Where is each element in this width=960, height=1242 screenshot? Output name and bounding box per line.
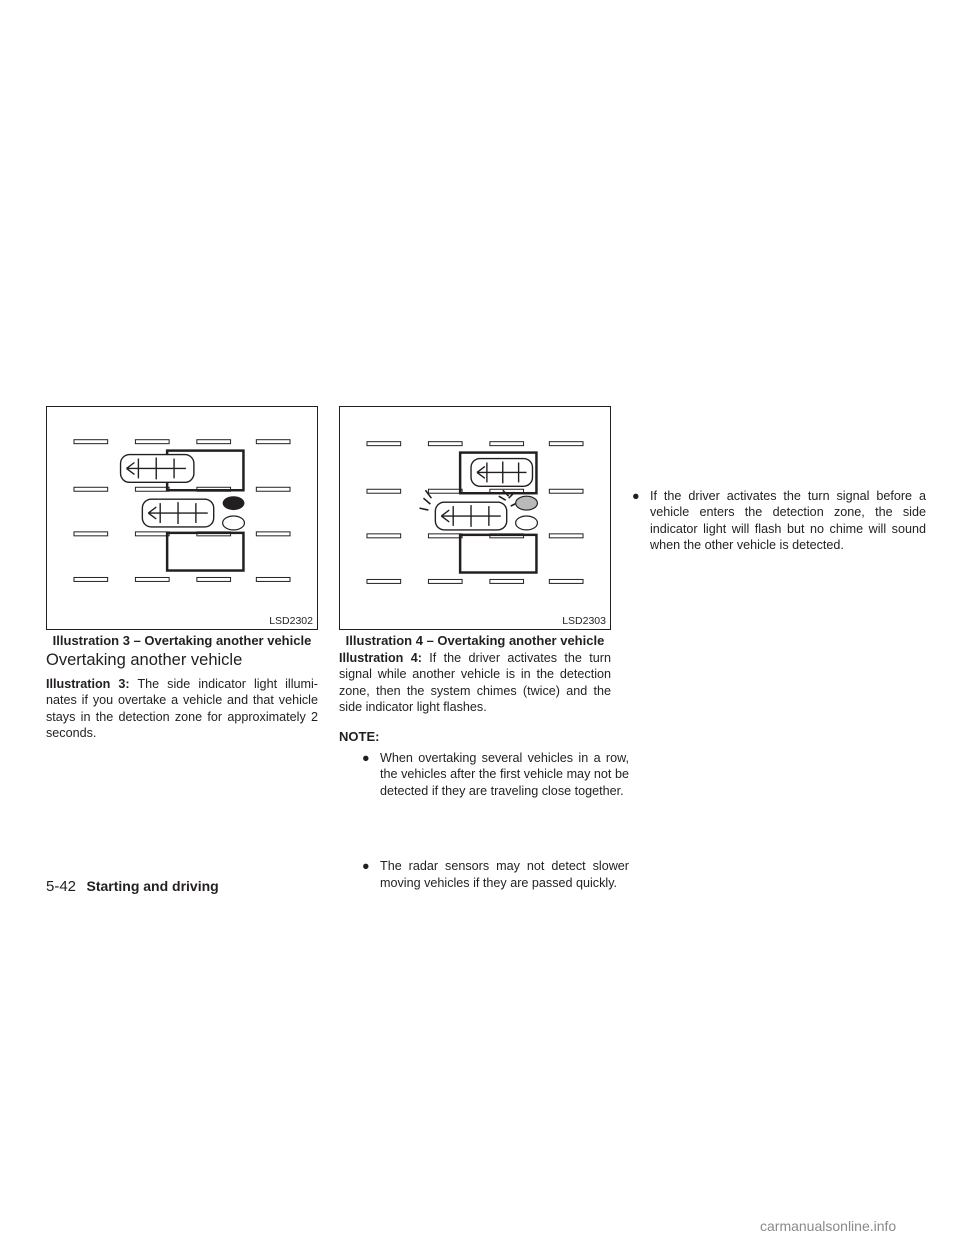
car-icon: [435, 502, 506, 530]
bullet-icon: ●: [632, 489, 640, 504]
illustration-4-label: Illustration 4:: [339, 651, 422, 665]
chapter-title: Starting and driving: [86, 878, 219, 894]
side-indicator-lit-icon: [223, 496, 245, 510]
illustration-3-label: Illustration 3:: [46, 677, 130, 691]
illustration-3-caption: Illustration 3 – Overtaking another vehicle: [52, 633, 312, 648]
page-footer: [46, 878, 219, 896]
side-indicator-off-icon: [516, 516, 538, 530]
section-heading: Overtaking another vehicle: [46, 651, 243, 669]
illustration-4-diagram: [340, 407, 610, 629]
note-bullet-1-text: When overtaking several vehicles in a row, the vehicles after the first vehicle may not be detected if they are traveling close together.: [380, 751, 629, 798]
note-bullet-1: [362, 750, 629, 799]
car-icon: [121, 455, 194, 483]
note-bullet-2: [362, 858, 629, 891]
illustration-4: [339, 406, 611, 630]
side-indicator-flashing-icon: [516, 496, 538, 510]
illustration-3-paragraph: [46, 676, 318, 742]
illustration-3-diagram: [47, 407, 317, 629]
illustration-4-text: If the driver activates the turn signal while another vehicle is in the detection zone, then the system chimes (twice) and the side indicator light flashes.: [339, 651, 611, 715]
illustration-3: [46, 406, 318, 630]
page-number: 5-42: [46, 878, 77, 895]
bullet-icon: ●: [362, 751, 370, 765]
side-indicator-off-icon: [223, 516, 245, 530]
car-icon: [142, 499, 213, 527]
right-column-bullet: [632, 488, 926, 554]
note-bullet-2-text: The radar sensors may not detect slower moving vehicles if they are passed quickly.: [380, 859, 629, 890]
car-icon: [471, 459, 532, 487]
illustration-4-paragraph: [339, 650, 611, 716]
figure-code: LSD2303: [562, 615, 606, 627]
figure-code: LSD2302: [269, 615, 313, 627]
illustration-3-text: The side indicator light illumi-nates if you overtake a vehicle and that vehicle stays in the detection zone for approximately 2 seconds.: [46, 677, 318, 741]
bullet-icon: ●: [362, 859, 370, 874]
illustration-4-caption: Illustration 4 – Overtaking another vehicle: [345, 633, 605, 648]
note-label: NOTE:: [339, 729, 380, 744]
watermark: carmanualsonline.info: [760, 1218, 897, 1234]
right-column-bullet-text: If the driver activates the turn signal before a vehicle enters the detection zone, the side indicator light will flash but no chime will sound when the other vehicle is detected.: [650, 489, 926, 553]
